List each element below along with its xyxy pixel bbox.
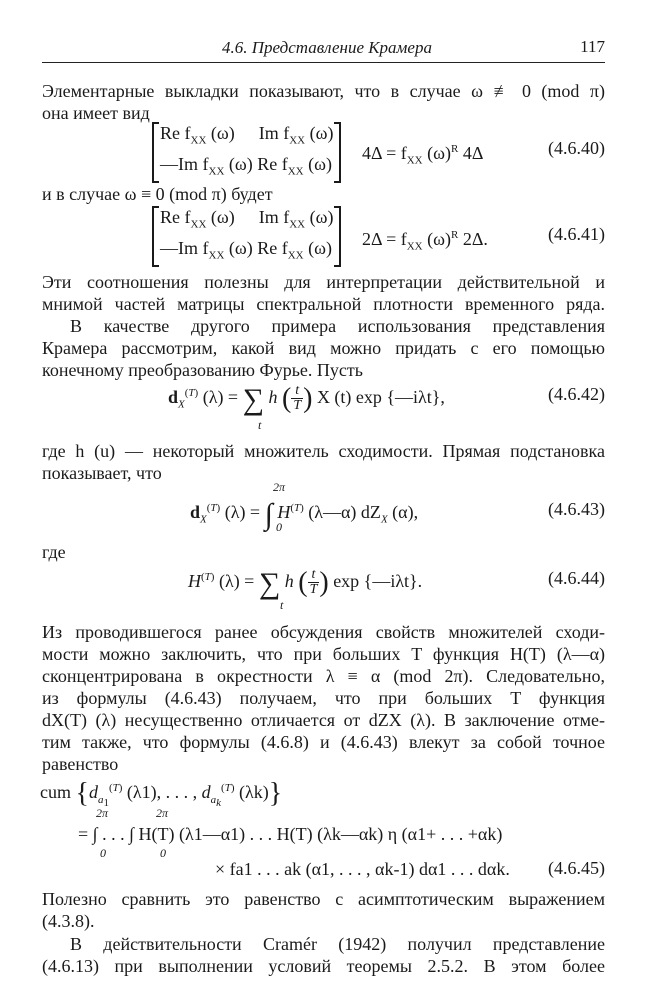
text-line: тим также, что формулы (4.6.8) и (4.6.43) влекут за собой точное: [42, 732, 605, 752]
equation-4-6-41-rhs: $2\Delta = f_{XX}$ $(\omega)^R$ 2Δ.: [362, 229, 488, 253]
text-line: где: [42, 542, 66, 562]
book-page: 4.6. Представление Крамера 117 Элементарные выкладки показывают, что в случае ω ≢ 0 (mod π) она имеет вид Re $f_{XX}$ (ω) Im $f_{XX}$ (ω) —Im $f_{XX}$ (ω) Re $f_{XX}$ (ω) $4\Delta = f_{XX}$ $(\omega)^R$ 4Δ (4.6.40) и в случае ω ≡ 0 (mod π) будет Re $f_{XX}$ (ω) Im $f_{XX}$ (ω) —Im $f_{XX}$ (ω) Re $f_{XX}$ (ω) $2\Delta = f_{XX}$ $(\omega)^R$ 2Δ. (4.6.41) Эти соотношения полезны для интерпретации действительной и мнимой частей матрицы спектральной плотности временного ряда. В качестве другого примера использования представления Крамера рассмотрим, какой вид можно придать с его помощью конечному преобразованию Фурье. Пусть $d_X^{(T)}$ (λ) = ∑ h ( $\frac{t}{T}$ ) X (t) exp {—iλt}, t (4.6.42) где h (u) — некоторый множитель сходимости. Прямая подстановка показывает, что 2π $d_X^{(T)}$ (λ) = ∫ $H^{(T)}$ (λ—α) $dZ_X$ (α), 0 (4.6.43) где $H^{(T)}$ (λ) = ∑ h ( $\frac{t}{T}$ ) exp {—iλt}. t (4.6.44) Из проводившегося ранее обсуждения свойств множителей сходи- мости можно заключить, что при больших T функция H(T) (λ—α) сконцентрирована в окрестности λ ≡ α (mod 2π). Следовательно, из формулы (4.6.43) получаем, что при больших T функция dX(T) (λ) несущественно отличается от dZX (λ). В заключение отме- тим также, что формулы (4.6.8) и (4.6.43) влекут за собой точное равенство cum {$d_{a_1}^{(T)}$ (λ1), . . . , $d_{a_k}^{(T)}$ (λk)} 2π 2π = ∫ . . . ∫ H(T) (λ1—α1) . . . H(T) (λk—αk) η (α1+ . . . +αk) 0 0 × fa1 . . . ak (α1, . . . , αk-1) dα1 . . . dαk. (4.6.45) Полезно сравнить это равенство с асимптотическим выражением (4.3.8). В действительности Cramér (1942) получил представление (4.6.13) при выполнении условий теоремы 2.5.2. В этом более: [0, 0, 650, 1002]
running-title: 4.6. Представление Крамера: [222, 38, 432, 57]
text-line: мости можно заключить, что при больших T функция H(T) (λ—α): [42, 644, 605, 664]
text-line: где h (u) — некоторый множитель сходимости. Прямая подстановка: [42, 441, 605, 461]
equation-4-6-40-rhs: $4\Delta = f_{XX}$ $(\omega)^R$ 4Δ: [362, 143, 484, 167]
text-line: она имеет вид: [42, 103, 150, 123]
matrix-4-6-40: Re $f_{XX}$ (ω) Im $f_{XX}$ (ω) —Im $f_{XX}$ (ω) Re $f_{XX}$ (ω): [152, 122, 341, 183]
text-line: из формулы (4.6.43) получаем, что при больших T функция: [42, 688, 605, 708]
text-line: dX(T) (λ) несущественно отличается от dZX (λ). В заключение отме-: [42, 710, 605, 730]
equation-number: (4.6.41): [548, 224, 605, 244]
text-line: показывает, что: [42, 463, 162, 483]
equation-4-6-45-line2: = ∫ . . . ∫ H(T) (λ1—α1) . . . H(T) (λk—αk) η (α1+ . . . +αk): [78, 824, 503, 844]
equation-4-6-43: $d_X^{(T)}$ (λ) = ∫ $H^{(T)}$ (λ—α) $dZ_X$ (α),: [190, 498, 419, 531]
equation-number: (4.6.43): [548, 499, 605, 519]
equation-4-6-42: $d_X^{(T)}$ (λ) = ∑ h ( $\frac{t}{T}$ ) X (t) exp {—iλt},: [168, 383, 445, 416]
text-line: Крамера рассмотрим, какой вид можно придать с его помощью: [42, 338, 605, 358]
text-line: В качестве другого примера использования представления: [70, 316, 605, 336]
text-line: сконцентрирована в окрестности λ ≡ α (mod 2π). Следовательно,: [42, 666, 605, 686]
page-number: 117: [580, 37, 605, 56]
equation-4-6-45-line1: cum {$d_{a_1}^{(T)}$ (λ1), . . . , $d_{a_k}^{(T)}$ (λk)}: [40, 778, 283, 809]
running-header: [42, 34, 605, 63]
text-line: (4.6.13) при выполнении условий теоремы 2.5.2. В этом более: [42, 956, 605, 976]
equation-number: (4.6.44): [548, 568, 605, 588]
text-line: Элементарные выкладки показывают, что в случае ω ≢ 0 (mod π): [42, 81, 605, 101]
text-line: В действительности Cramér (1942) получил представление: [70, 934, 605, 954]
text-line: Эти соотношения полезны для интерпретации действительной и: [42, 272, 605, 292]
text-line: конечному преобразованию Фурье. Пусть: [42, 360, 363, 380]
equation-4-6-44: $H^{(T)}$ (λ) = ∑ h ( $\frac{t}{T}$ ) exp {—iλt}.: [188, 567, 423, 600]
text-line: (4.3.8).: [42, 911, 95, 931]
equation-4-6-45-line3: × fa1 . . . ak (α1, . . . , αk-1) dα1 . . . dαk.: [215, 859, 510, 879]
equation-number: (4.6.42): [548, 384, 605, 404]
matrix-4-6-41: Re $f_{XX}$ (ω) Im $f_{XX}$ (ω) —Im $f_{XX}$ (ω) Re $f_{XX}$ (ω): [152, 206, 341, 267]
text-line: Полезно сравнить это равенство с асимптотическим выражением: [42, 889, 605, 909]
text-line: мнимой частей матрицы спектральной плотности временного ряда.: [42, 294, 605, 314]
text-line: Из проводившегося ранее обсуждения свойств множителей сходи-: [42, 622, 605, 642]
text-line: и в случае ω ≡ 0 (mod π) будет: [42, 184, 273, 204]
equation-number: (4.6.40): [548, 138, 605, 158]
text-line: равенство: [42, 754, 119, 774]
equation-number: (4.6.45): [548, 858, 605, 878]
